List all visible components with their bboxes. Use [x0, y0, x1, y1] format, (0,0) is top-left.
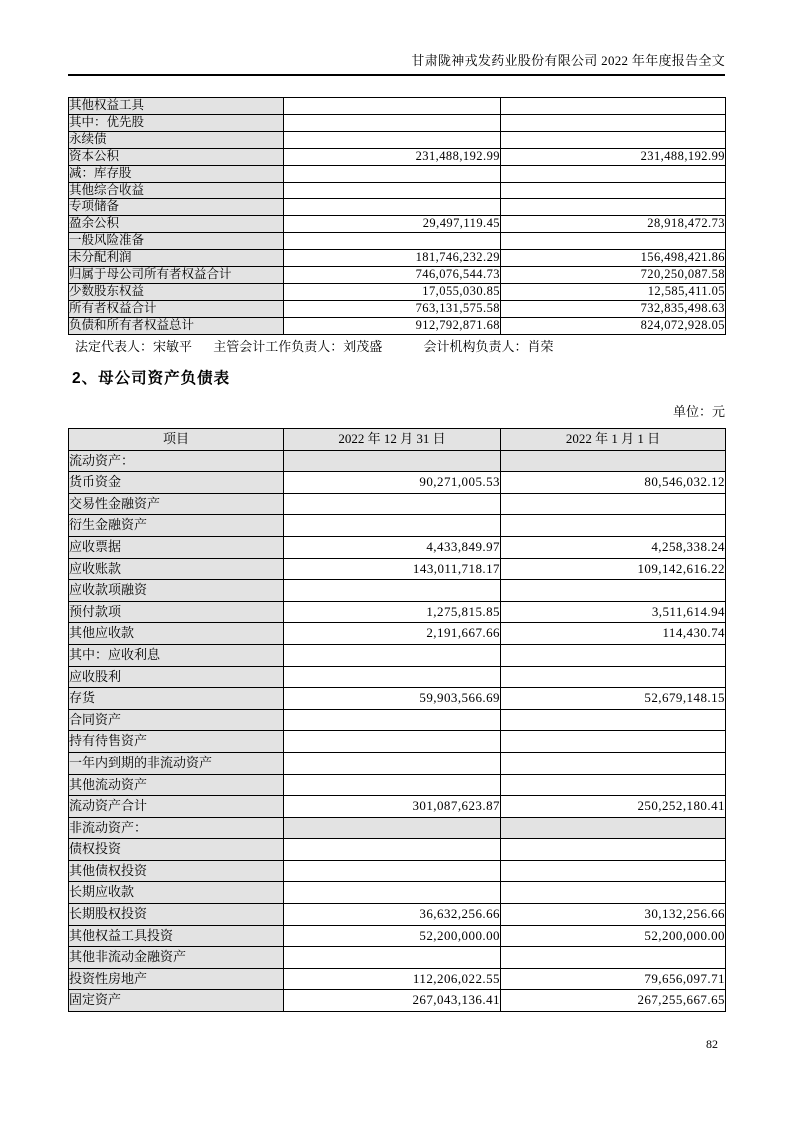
value-period-begin: [501, 233, 726, 250]
table-row: [69, 860, 726, 882]
value-period-begin: 156,498,421.86: [501, 250, 726, 267]
section-heading: 2、母公司资产负债表: [72, 370, 231, 387]
value-period-begin: 267,255,667.65: [501, 990, 726, 1012]
value-period-end: [284, 182, 501, 199]
value-period-begin: [501, 860, 726, 882]
row-label: 归属于母公司所有者权益合计: [69, 267, 284, 284]
row-label: 未分配利润: [69, 250, 284, 267]
row-label: 其他权益工具投资: [69, 925, 284, 947]
table-row: [69, 165, 726, 182]
value-period-end: 29,497,119.45: [284, 216, 501, 233]
value-period-begin: [501, 774, 726, 796]
value-period-begin: 109,142,616.22: [501, 558, 726, 580]
value-period-end: [284, 666, 501, 688]
document-header-title: 甘肃陇神戎发药业股份有限公司 2022 年年度报告全文: [411, 53, 725, 68]
table-row: [69, 493, 726, 515]
row-label: 流动资产合计: [69, 796, 284, 818]
row-label: 其他非流动金融资产: [69, 947, 284, 969]
value-period-end: 143,011,718.17: [284, 558, 501, 580]
row-label: 其他权益工具: [69, 98, 284, 115]
value-period-begin: [501, 98, 726, 115]
row-label: 债权投资: [69, 839, 284, 861]
value-period-begin: [501, 666, 726, 688]
row-label: 负债和所有者权益总计: [69, 317, 284, 334]
table-row: [69, 947, 726, 969]
table-row: [69, 796, 726, 818]
value-period-end: [284, 165, 501, 182]
row-label: 其他债权投资: [69, 860, 284, 882]
value-period-end: 2,191,667.66: [284, 623, 501, 645]
table-row: [69, 148, 726, 165]
row-label: 存货: [69, 688, 284, 710]
value-period-end: 52,200,000.00: [284, 925, 501, 947]
table-row: [69, 709, 726, 731]
table-row: [69, 515, 726, 537]
value-period-begin: 824,072,928.05: [501, 317, 726, 334]
value-period-begin: 231,488,192.99: [501, 148, 726, 165]
table-row: [69, 98, 726, 115]
unit-note: 单位：元: [672, 404, 725, 419]
row-label: 长期股权投资: [69, 904, 284, 926]
value-period-begin: 30,132,256.66: [501, 904, 726, 926]
value-period-begin: [501, 752, 726, 774]
accounting-work-head-label: 主管会计工作负责人：刘茂盛: [213, 339, 383, 354]
value-period-end: [284, 644, 501, 666]
row-label: 合同资产: [69, 709, 284, 731]
value-period-begin: 3,511,614.94: [501, 601, 726, 623]
value-period-begin: 52,679,148.15: [501, 688, 726, 710]
value-period-end: 912,792,871.68: [284, 317, 501, 334]
consolidated-equity-table-body: [69, 98, 726, 335]
value-period-begin: [501, 580, 726, 602]
value-period-begin: [501, 839, 726, 861]
value-period-end: [284, 882, 501, 904]
row-label: 其他流动资产: [69, 774, 284, 796]
value-period-begin: [501, 114, 726, 131]
table-row: [69, 839, 726, 861]
table-row: [69, 450, 726, 472]
row-label: 资本公积: [69, 148, 284, 165]
row-label: 流动资产：: [69, 450, 284, 472]
value-period-begin: 79,656,097.71: [501, 968, 726, 990]
table-row: [69, 182, 726, 199]
value-period-end: [284, 131, 501, 148]
row-label: 持有待售资产: [69, 731, 284, 753]
parent-balance-sheet-header: [69, 429, 726, 451]
row-label: 应收票据: [69, 536, 284, 558]
value-period-end: [284, 860, 501, 882]
value-period-end: 90,271,005.53: [284, 472, 501, 494]
value-period-begin: [501, 731, 726, 753]
table-row: [69, 731, 726, 753]
row-label: 应收款项融资: [69, 580, 284, 602]
value-period-end: 267,043,136.41: [284, 990, 501, 1012]
value-period-begin: 732,835,498.63: [501, 300, 726, 317]
value-period-end: 746,076,544.73: [284, 267, 501, 284]
value-period-end: [284, 731, 501, 753]
table-row: [69, 233, 726, 250]
row-label: 一般风险准备: [69, 233, 284, 250]
value-period-begin: [501, 493, 726, 515]
row-label: 其他应收款: [69, 623, 284, 645]
table-row: [69, 250, 726, 267]
accounting-org-head-label: 会计机构负责人：肖荣: [423, 339, 554, 354]
value-period-begin: [501, 709, 726, 731]
value-period-end: 301,087,623.87: [284, 796, 501, 818]
value-period-begin: [501, 199, 726, 216]
value-period-end: [284, 98, 501, 115]
page-number: 82: [706, 1037, 718, 1051]
value-period-begin: [501, 947, 726, 969]
parent-balance-sheet-body: [69, 450, 726, 1011]
value-period-begin: 250,252,180.41: [501, 796, 726, 818]
value-period-end: [284, 752, 501, 774]
value-period-end: [284, 515, 501, 537]
value-period-end: [284, 199, 501, 216]
table-row: [69, 216, 726, 233]
table-header-row: [69, 429, 726, 451]
value-period-begin: [501, 817, 726, 839]
value-period-end: [284, 839, 501, 861]
value-period-begin: 114,430.74: [501, 623, 726, 645]
row-label: 预付款项: [69, 601, 284, 623]
value-period-begin: 52,200,000.00: [501, 925, 726, 947]
table-row: [69, 601, 726, 623]
header-period-end: 2022 年 12 月 31 日: [284, 429, 501, 451]
table-row: [69, 267, 726, 284]
table-row: [69, 536, 726, 558]
table-row: [69, 114, 726, 131]
value-period-begin: [501, 165, 726, 182]
value-period-end: [284, 114, 501, 131]
value-period-end: 181,746,232.29: [284, 250, 501, 267]
value-period-end: 231,488,192.99: [284, 148, 501, 165]
value-period-begin: [501, 450, 726, 472]
value-period-begin: 80,546,032.12: [501, 472, 726, 494]
value-period-end: 763,131,575.58: [284, 300, 501, 317]
table-row: [69, 882, 726, 904]
value-period-end: 17,055,030.85: [284, 283, 501, 300]
value-period-end: 1,275,815.85: [284, 601, 501, 623]
value-period-end: [284, 774, 501, 796]
table-row: [69, 644, 726, 666]
row-label: 减：库存股: [69, 165, 284, 182]
table-row: [69, 774, 726, 796]
table-row: [69, 925, 726, 947]
value-period-end: [284, 580, 501, 602]
table-row: [69, 623, 726, 645]
parent-balance-sheet-table: [68, 428, 726, 1012]
value-period-end: [284, 947, 501, 969]
row-label: 衍生金融资产: [69, 515, 284, 537]
row-label: 货币资金: [69, 472, 284, 494]
table-row: [69, 752, 726, 774]
value-period-end: [284, 233, 501, 250]
value-period-end: [284, 450, 501, 472]
row-label: 投资性房地产: [69, 968, 284, 990]
value-period-begin: 12,585,411.05: [501, 283, 726, 300]
value-period-begin: 720,250,087.58: [501, 267, 726, 284]
value-period-begin: 4,258,338.24: [501, 536, 726, 558]
value-period-end: [284, 493, 501, 515]
table-row: [69, 317, 726, 334]
row-label: 应收账款: [69, 558, 284, 580]
table-row: [69, 817, 726, 839]
table-row: [69, 580, 726, 602]
value-period-end: 36,632,256.66: [284, 904, 501, 926]
row-label: 非流动资产：: [69, 817, 284, 839]
table-row: [69, 472, 726, 494]
table-row: [69, 968, 726, 990]
value-period-end: [284, 709, 501, 731]
value-period-begin: [501, 515, 726, 537]
row-label: 其中：优先股: [69, 114, 284, 131]
value-period-end: [284, 817, 501, 839]
signature-line: [75, 336, 554, 355]
table-row: [69, 283, 726, 300]
value-period-begin: [501, 182, 726, 199]
row-label: 应收股利: [69, 666, 284, 688]
consolidated-equity-table: [68, 97, 726, 335]
table-row: [69, 131, 726, 148]
table-row: [69, 666, 726, 688]
row-label: 其他综合收益: [69, 182, 284, 199]
table-row: [69, 904, 726, 926]
document-header: [68, 50, 725, 76]
value-period-begin: [501, 882, 726, 904]
row-label: 永续债: [69, 131, 284, 148]
table-row: [69, 300, 726, 317]
table-row: [69, 990, 726, 1012]
row-label: 盈余公积: [69, 216, 284, 233]
table-row: [69, 558, 726, 580]
row-label: 长期应收款: [69, 882, 284, 904]
value-period-end: 59,903,566.69: [284, 688, 501, 710]
value-period-begin: [501, 644, 726, 666]
row-label: 专项储备: [69, 199, 284, 216]
legal-representative-label: 法定代表人：宋敏平: [75, 339, 193, 354]
row-label: 交易性金融资产: [69, 493, 284, 515]
row-label: 少数股东权益: [69, 283, 284, 300]
row-label: 固定资产: [69, 990, 284, 1012]
value-period-begin: [501, 131, 726, 148]
value-period-end: 112,206,022.55: [284, 968, 501, 990]
row-label: 一年内到期的非流动资产: [69, 752, 284, 774]
table-row: [69, 688, 726, 710]
row-label: 其中：应收利息: [69, 644, 284, 666]
row-label: 所有者权益合计: [69, 300, 284, 317]
value-period-end: 4,433,849.97: [284, 536, 501, 558]
table-row: [69, 199, 726, 216]
header-period-begin: 2022 年 1 月 1 日: [501, 429, 726, 451]
value-period-begin: 28,918,472.73: [501, 216, 726, 233]
header-item: 项目: [69, 429, 284, 451]
